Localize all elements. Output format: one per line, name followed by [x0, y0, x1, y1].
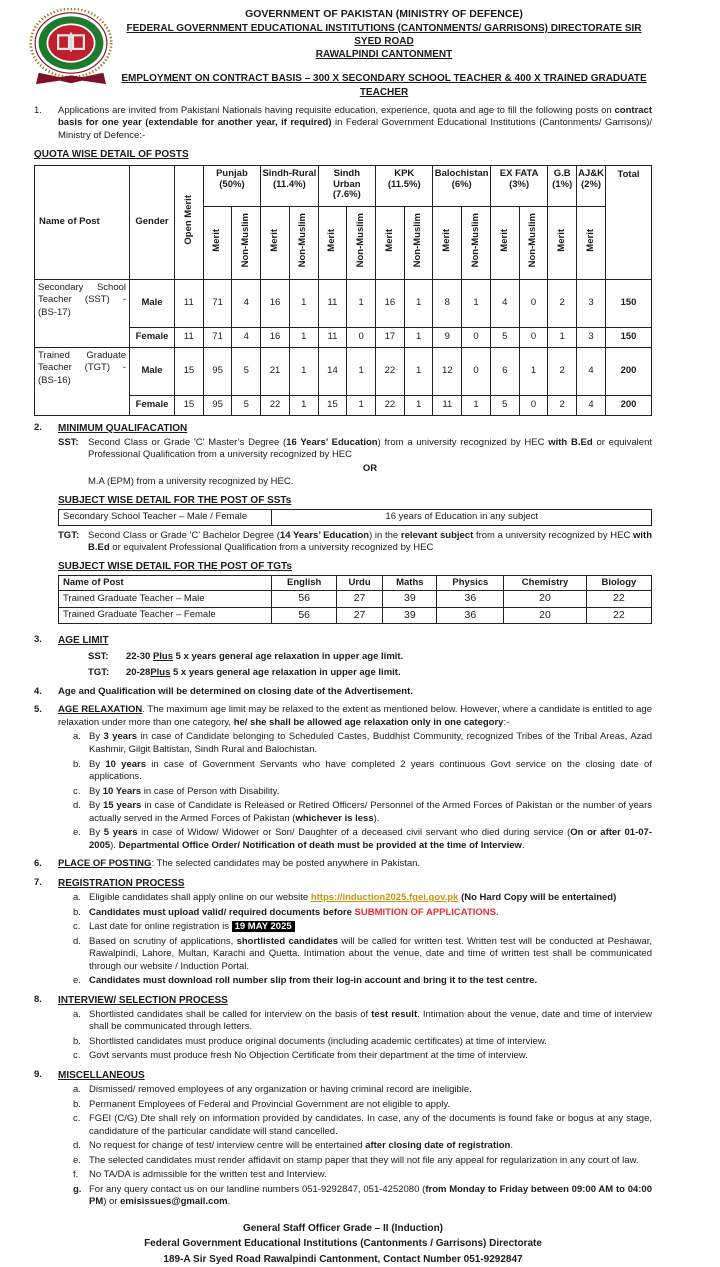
item-text: Shortlisted candidates shall be called for interview on the basis of test result. Intimation about the venue, date and time of interview shall be communicated through letters.	[89, 1008, 652, 1033]
tgt-header-cell: Name of Post	[59, 575, 272, 591]
quota-value-cell: 2	[548, 347, 577, 395]
item-text: For any query contact us on our landline numbers 051-9292847, 051-4252080 (from Monday to Friday between 09:00 AM to 04:00 PM) or emisissues@gmail.com.	[89, 1183, 652, 1208]
quota-subheader-cell: Merit	[490, 206, 519, 279]
quota-value-cell: 150	[606, 327, 652, 347]
item-letter: a.	[73, 891, 81, 903]
quota-value-cell: 11	[318, 279, 347, 327]
tgt-value-cell: 36	[437, 591, 504, 607]
quota-value-cell: 1	[404, 279, 433, 327]
item-letter: c.	[73, 1113, 81, 1125]
quota-value-cell: 1	[404, 347, 433, 395]
age-relaxation-items	[58, 731, 652, 852]
sst-qualification-text: Second Class or Grade 'C' Master’s Degree (16 Years’ Education) from a university recognized by HEC with B.Ed or equivalent Professional Qualification from a university recognized by HEC	[88, 436, 652, 461]
quota-value-cell: 3	[577, 327, 606, 347]
quota-value-cell: 15	[175, 347, 204, 395]
tgt-label: TGT:	[88, 667, 110, 679]
list-item	[58, 759, 652, 784]
signatory-title: General Staff Officer Grade – II (Induction)	[242, 1222, 444, 1234]
ma-epm-text: M.A (EPM) from a university recognized by HEC.	[88, 476, 294, 488]
quota-value-cell: 11	[175, 279, 204, 327]
quota-value-cell: 3	[577, 279, 606, 327]
item-text: The selected candidates must render affidavit on stamp paper that they will not file any appeal for regularization in any court of law.	[89, 1154, 639, 1166]
quota-value-cell: 11	[175, 327, 204, 347]
quota-value-cell: 150	[606, 279, 652, 327]
section-5-age-relaxation	[34, 704, 652, 852]
quota-value-cell: 200	[606, 347, 652, 395]
sst-label: SST:	[88, 650, 109, 662]
signatory-org: Federal Government Educational Institutions (Cantonments / Garrisons) Directorate	[144, 1238, 542, 1250]
section-1-intro	[34, 105, 652, 143]
tgt-header-cell: Chemistry	[504, 575, 587, 591]
quota-subheader-cell: Merit	[318, 206, 347, 279]
item-letter: d.	[73, 1140, 81, 1152]
section-9-miscellaneous	[34, 1069, 652, 1209]
quota-value-cell: 1	[289, 395, 318, 415]
quota-subheader-cell: Non-Muslim	[289, 206, 318, 279]
col-header-total: Total	[606, 165, 652, 279]
quota-value-cell: 17	[376, 327, 405, 347]
item-text: No request for change of test/ interview centre will be entertained after closing date of registration.	[89, 1140, 513, 1152]
quota-value-cell: 0	[462, 347, 491, 395]
quota-value-cell: 14	[318, 347, 347, 395]
col-header-name-of-post: Name of Post	[35, 165, 130, 279]
quota-value-cell: 5	[232, 395, 261, 415]
quota-value-cell: 1	[347, 347, 376, 395]
quota-value-cell: 71	[203, 279, 232, 327]
section-heading: MISCELLANEOUS	[58, 1070, 145, 1082]
quota-value-cell: 5	[490, 395, 519, 415]
item-letter: f.	[73, 1169, 79, 1181]
fgei-emblem-logo-icon	[26, 8, 116, 92]
item-text: Based on scrutiny of applications, shortlisted candidates will be called for written test. Written test will be conducted at Peshawar, Rawalpindi, Lahore, Multan, Karachi and Quetta. Intimation about the venue, date and time of written test shall be communicated through our website / Induction Portal.	[89, 935, 652, 972]
tgt-value-cell: 39	[383, 607, 437, 623]
list-item	[58, 921, 652, 934]
tgt-value-cell: 22	[586, 591, 651, 607]
item-letter: a.	[73, 731, 81, 743]
sst-label: SST:	[58, 436, 79, 448]
tgt-qualification	[58, 530, 652, 555]
cantonment-title: RAWALPINDI CANTONMENT	[315, 49, 453, 61]
item-letter: g.	[73, 1183, 82, 1195]
quota-subheader-cell: Non-Muslim	[404, 206, 433, 279]
section-heading: AGE LIMIT	[58, 634, 109, 646]
registration-items	[58, 892, 652, 988]
item-letter: a.	[73, 1084, 81, 1096]
tgt-header-cell: English	[272, 575, 336, 591]
quota-subheader-cell: Non-Muslim	[347, 206, 376, 279]
item-letter: d.	[73, 935, 81, 947]
quota-value-cell: 0	[519, 279, 548, 327]
tgt-label: TGT:	[58, 529, 80, 541]
section-4-determination	[34, 686, 652, 699]
gender-cell: Female	[130, 327, 175, 347]
quota-value-cell: 16	[261, 327, 290, 347]
tgt-subject-table	[58, 575, 652, 624]
item-text: By 15 years in case of Candidate is Released or Retired Officers/ Personnel of the Armed Forces of Pakistan or the number of years actually served in the Armed Forces of Pakistan (whichever is less).	[89, 800, 652, 824]
registration-link[interactable]: https://induction2025.fgei.gov.pk	[310, 891, 459, 903]
col-group-ajk: AJ&K (2%)	[577, 165, 606, 206]
miscellaneous-items	[58, 1084, 652, 1209]
item-text: Dismissed/ removed employees of any organization or having criminal record are ineligible.	[89, 1084, 472, 1096]
col-group-kpk: KPK (11.5%)	[376, 165, 433, 206]
quota-value-cell: 2	[548, 279, 577, 327]
gender-cell: Male	[130, 279, 175, 327]
tgt-value-cell: 27	[336, 607, 382, 623]
quota-subheader-cell: Merit	[433, 206, 462, 279]
place-of-posting-text: PLACE OF POSTING: The selected candidates may be posted anywhere in Pakistan.	[58, 858, 421, 870]
quota-value-cell: 16	[376, 279, 405, 327]
list-item	[58, 731, 652, 756]
item-letter: c.	[73, 1050, 81, 1062]
section-number: 6.	[34, 858, 42, 870]
list-item	[58, 907, 652, 920]
item-text: Shortlisted candidates must produce original documents (including academic certificates) at time of interview.	[89, 1035, 547, 1047]
quota-value-cell: 95	[203, 395, 232, 415]
item-letter: e.	[73, 827, 81, 839]
tgt-value-cell: 56	[272, 591, 336, 607]
tgt-row-female	[59, 607, 652, 623]
gender-cell: Male	[130, 347, 175, 395]
item-text: By 10 Years in case of Person with Disability.	[89, 785, 280, 797]
quota-value-cell: 15	[318, 395, 347, 415]
quota-value-cell: 0	[462, 327, 491, 347]
col-group-sindh-urban: Sindh Urban (7.6%)	[318, 165, 375, 206]
quota-value-cell: 8	[433, 279, 462, 327]
list-item	[58, 1084, 652, 1097]
interview-items	[58, 1009, 652, 1063]
quota-subheader-cell: Non-Muslim	[462, 206, 491, 279]
quota-subheader-cell: Merit	[577, 206, 606, 279]
item-text: By 5 years in case of Widow/ Widower or Son/ Daughter of a deceased civil servant who died during service (On or after 01-07-2005). Departmental Office Order/ Notification of death must be provided at the time of Interview.	[89, 827, 652, 851]
or-separator: OR	[362, 462, 378, 474]
quota-value-cell: 22	[376, 395, 405, 415]
quota-value-cell: 71	[203, 327, 232, 347]
list-item	[58, 1155, 652, 1168]
section-3-age-limit	[34, 634, 652, 680]
post-name-cell: Trained Graduate Teacher (TGT) - (BS-16)	[35, 347, 130, 415]
tgt-header-cell: Urdu	[336, 575, 382, 591]
section-number: 9.	[34, 1069, 42, 1081]
quota-value-cell: 22	[261, 395, 290, 415]
section-number: 2.	[34, 421, 42, 433]
quota-row-tgt-male	[35, 347, 652, 395]
list-item	[58, 892, 652, 905]
quota-value-cell: 0	[519, 395, 548, 415]
item-text: By 10 years in case of Government Servants who have completed 2 years continuous Govt service on the closing date of applications.	[89, 758, 652, 783]
sst-subject-requirement: 16 years of Education in any subject	[272, 510, 652, 526]
quota-value-cell: 4	[232, 279, 261, 327]
tgt-post-cell: Trained Graduate Teacher – Male	[59, 591, 272, 607]
registration-deadline: 19 MAY 2025	[232, 921, 295, 932]
age-limit-sst	[88, 651, 652, 664]
item-text: Last date for online registration is 19 MAY 2025	[89, 921, 652, 934]
item-text: Candidates must download roll number slip from their log-in account and bring it to the test centre.	[89, 975, 538, 987]
sst-subject-post: Secondary School Teacher – Male / Female	[59, 510, 272, 526]
tgt-header-row	[59, 575, 652, 591]
section-heading: REGISTRATION PROCESS	[58, 877, 185, 889]
quota-table-title: QUOTA WISE DETAIL OF POSTS	[34, 149, 189, 161]
list-item	[58, 936, 652, 974]
quota-value-cell: 200	[606, 395, 652, 415]
tgt-value-cell: 27	[336, 591, 382, 607]
quota-value-cell: 16	[261, 279, 290, 327]
sst-qualification	[58, 437, 652, 489]
item-letter: b.	[73, 1098, 81, 1110]
tgt-age-text: 20-28Plus 5 x years general age relaxation in upper age limit.	[126, 667, 401, 679]
tgt-value-cell: 20	[504, 607, 587, 623]
col-header-open-merit: Open Merit	[175, 165, 204, 279]
quota-value-cell: 1	[289, 347, 318, 395]
tgt-header-cell: Biology	[586, 575, 651, 591]
item-text: Eligible candidates shall apply online on our website https://induction2025.fgei.gov.pk (No Hard Copy will be entertained)	[89, 891, 617, 903]
quota-value-cell: 95	[203, 347, 232, 395]
government-title: GOVERNMENT OF PAKISTAN (MINISTRY OF DEFENCE)	[245, 8, 523, 20]
age-relaxation-intro: AGE RELAXATION. The maximum age limit may be relaxed to the extent as mentioned below. However, where a candidate is entitled to age relaxation under more than one category, he/ she shall be allowed age relaxation only in one category:-	[58, 704, 652, 728]
item-text: Candidates must upload valid/ required documents before SUBMITION OF APPLICATIONS.	[89, 906, 499, 918]
list-item	[58, 1184, 652, 1209]
tgt-row-male	[59, 591, 652, 607]
list-item	[58, 827, 652, 852]
section-7-registration-process	[34, 877, 652, 988]
age-limit-tgt	[88, 667, 652, 680]
section-4-text: Age and Qualification will be determined on closing date of the Advertisement.	[58, 685, 413, 697]
item-text: Govt servants must produce fresh No Objection Certificate from their department at the time of interview.	[89, 1050, 528, 1062]
section-6-place-of-posting	[34, 858, 652, 871]
quota-row-sst-male	[35, 279, 652, 327]
quota-table	[34, 165, 652, 416]
quota-value-cell: 6	[490, 347, 519, 395]
tgt-value-cell: 36	[437, 607, 504, 623]
quota-value-cell: 22	[376, 347, 405, 395]
quota-value-cell: 1	[548, 327, 577, 347]
item-letter: e.	[73, 1154, 81, 1166]
quota-value-cell: 15	[175, 395, 204, 415]
quota-value-cell: 0	[519, 327, 548, 347]
col-group-sindh-rural: Sindh-Rural (11.4%)	[261, 165, 318, 206]
item-letter: a.	[73, 1008, 81, 1020]
tgt-subject-heading: SUBJECT WISE DETAIL FOR THE POST OF TGTs	[58, 560, 292, 572]
list-item	[58, 1169, 652, 1182]
quota-value-cell: 0	[347, 327, 376, 347]
item-letter: c.	[73, 785, 81, 797]
list-item	[58, 1050, 652, 1063]
item-text: No TA/DA is admissible for the written test and Interview.	[89, 1169, 327, 1181]
tgt-post-cell: Trained Graduate Teacher – Female	[59, 607, 272, 623]
quota-value-cell: 1	[462, 395, 491, 415]
list-item	[58, 800, 652, 825]
quota-value-cell: 12	[433, 347, 462, 395]
section-number: 7.	[34, 876, 42, 888]
directorate-title: FEDERAL GOVERNMENT EDUCATIONAL INSTITUTIONS (CANTONMENTS/ GARRISONS) DIRECTORATE SIR SYED ROAD	[126, 22, 642, 48]
quota-value-cell: 5	[490, 327, 519, 347]
item-text: By 3 years in case of Candidate belonging to Scheduled Castes, Buddhist Community, recognized Tribes of the Tribal Areas, Azad Kashmir, Gilgit Baltistan, Sindh Rural and Balochistan.	[89, 731, 652, 756]
col-group-punjab: Punjab (50%)	[203, 165, 260, 206]
quota-value-cell: 21	[261, 347, 290, 395]
sst-age-text: 22-30 Plus 5 x years general age relaxation in upper age limit.	[126, 650, 404, 662]
quota-subheader-cell: Merit	[376, 206, 405, 279]
signatory-address: 189-A Sir Syed Road Rawalpindi Cantonment, Contact Number 051-9292847	[163, 1253, 523, 1265]
item-letter: c.	[73, 921, 81, 933]
sst-subject-row	[59, 510, 652, 526]
section-heading: MINIMUM QUALIFACATION	[58, 422, 188, 434]
item-letter: e.	[73, 975, 81, 987]
quota-value-cell: 11	[433, 395, 462, 415]
item-letter: b.	[73, 906, 81, 918]
col-group-balochistan: Balochistan (6%)	[433, 165, 490, 206]
quota-value-cell: 4	[577, 395, 606, 415]
tgt-value-cell: 22	[586, 607, 651, 623]
section-number: 1.	[34, 104, 42, 116]
post-name-cell: Secondary School Teacher (SST) - (BS-17)	[35, 279, 130, 347]
quota-subheader-cell: Merit	[203, 206, 232, 279]
item-letter: d.	[73, 800, 81, 812]
section-number: 5.	[34, 704, 42, 716]
intro-paragraph: Applications are invited from Pakistani Nationals having requisite education, experience, quota and age to fill the following posts on contract basis for one year (extendable for another year, if required) in Federal Government Educational Institutions (Cantonments/ Garrisons)/ Ministry of Defence:-	[58, 104, 652, 141]
quota-subheader-cell: Non-Muslim	[519, 206, 548, 279]
quota-value-cell: 4	[232, 327, 261, 347]
tgt-header-cell: Physics	[437, 575, 504, 591]
list-item	[58, 1099, 652, 1112]
section-8-interview-selection	[34, 994, 652, 1063]
item-text: FGEI (C/G) Dte shall rely on information provided by candidates. In case, any of the documents is found fake or bogus at any stage, candidature of the particular candidate will stand cancelled.	[89, 1113, 652, 1137]
quota-value-cell: 4	[490, 279, 519, 327]
quota-value-cell: 1	[289, 327, 318, 347]
document-header	[34, 8, 652, 99]
quota-value-cell: 1	[519, 347, 548, 395]
signature-block	[34, 1221, 652, 1267]
quota-value-cell: 1	[462, 279, 491, 327]
col-group-ex-fata: EX FATA (3%)	[490, 165, 547, 206]
quota-value-cell: 4	[577, 347, 606, 395]
tgt-value-cell: 56	[272, 607, 336, 623]
col-header-gender: Gender	[130, 165, 175, 279]
quota-value-cell: 1	[404, 327, 433, 347]
quota-subheader-cell: Merit	[548, 206, 577, 279]
quota-subheader-cell: Merit	[261, 206, 290, 279]
item-letter: b.	[73, 758, 81, 770]
quota-value-cell: 1	[289, 279, 318, 327]
advertisement-subject: EMPLOYMENT ON CONTRACT BASIS – 300 X SECONDARY SCHOOL TEACHER & 400 X TRAINED GRADUATE TEACHER	[121, 73, 647, 98]
item-letter: b.	[73, 1035, 81, 1047]
section-number: 3.	[34, 633, 42, 645]
quota-value-cell: 2	[548, 395, 577, 415]
sst-subject-heading: SUBJECT WISE DETAIL FOR THE POST OF SSTs	[58, 494, 292, 506]
quota-value-cell: 1	[347, 395, 376, 415]
quota-subheader-cell: Non-Muslim	[232, 206, 261, 279]
quota-value-cell: 1	[347, 279, 376, 327]
item-text: Permanent Employees of Federal and Provincial Government are not eligible to apply.	[89, 1098, 451, 1110]
tgt-value-cell: 39	[383, 591, 437, 607]
list-item	[58, 1113, 652, 1138]
quota-value-cell: 11	[318, 327, 347, 347]
list-item	[58, 975, 652, 988]
quota-value-cell: 1	[404, 395, 433, 415]
list-item	[58, 786, 652, 799]
list-item	[58, 1036, 652, 1049]
tgt-header-cell: Maths	[383, 575, 437, 591]
tgt-qualification-text: Second Class or Grade 'C' Bachelor Degree (14 Years’ Education) in the relevant subject from a university recognized by HEC with B.Ed or equivalent Professional Qualification from a university recognized by HEC	[88, 529, 653, 554]
list-item	[58, 1140, 652, 1153]
section-number: 8.	[34, 993, 42, 1005]
section-2-minimum-qualification	[34, 422, 652, 628]
tgt-value-cell: 20	[504, 591, 587, 607]
list-item	[58, 1009, 652, 1034]
contact-email: emisissues@gmail.com	[120, 1196, 228, 1208]
section-number: 4.	[34, 685, 42, 697]
quota-value-cell: 9	[433, 327, 462, 347]
col-group-gb: G.B (1%)	[548, 165, 577, 206]
gender-cell: Female	[130, 395, 175, 415]
quota-value-cell: 5	[232, 347, 261, 395]
sst-subject-table	[58, 509, 652, 526]
section-heading: INTERVIEW/ SELECTION PROCESS	[58, 994, 228, 1006]
